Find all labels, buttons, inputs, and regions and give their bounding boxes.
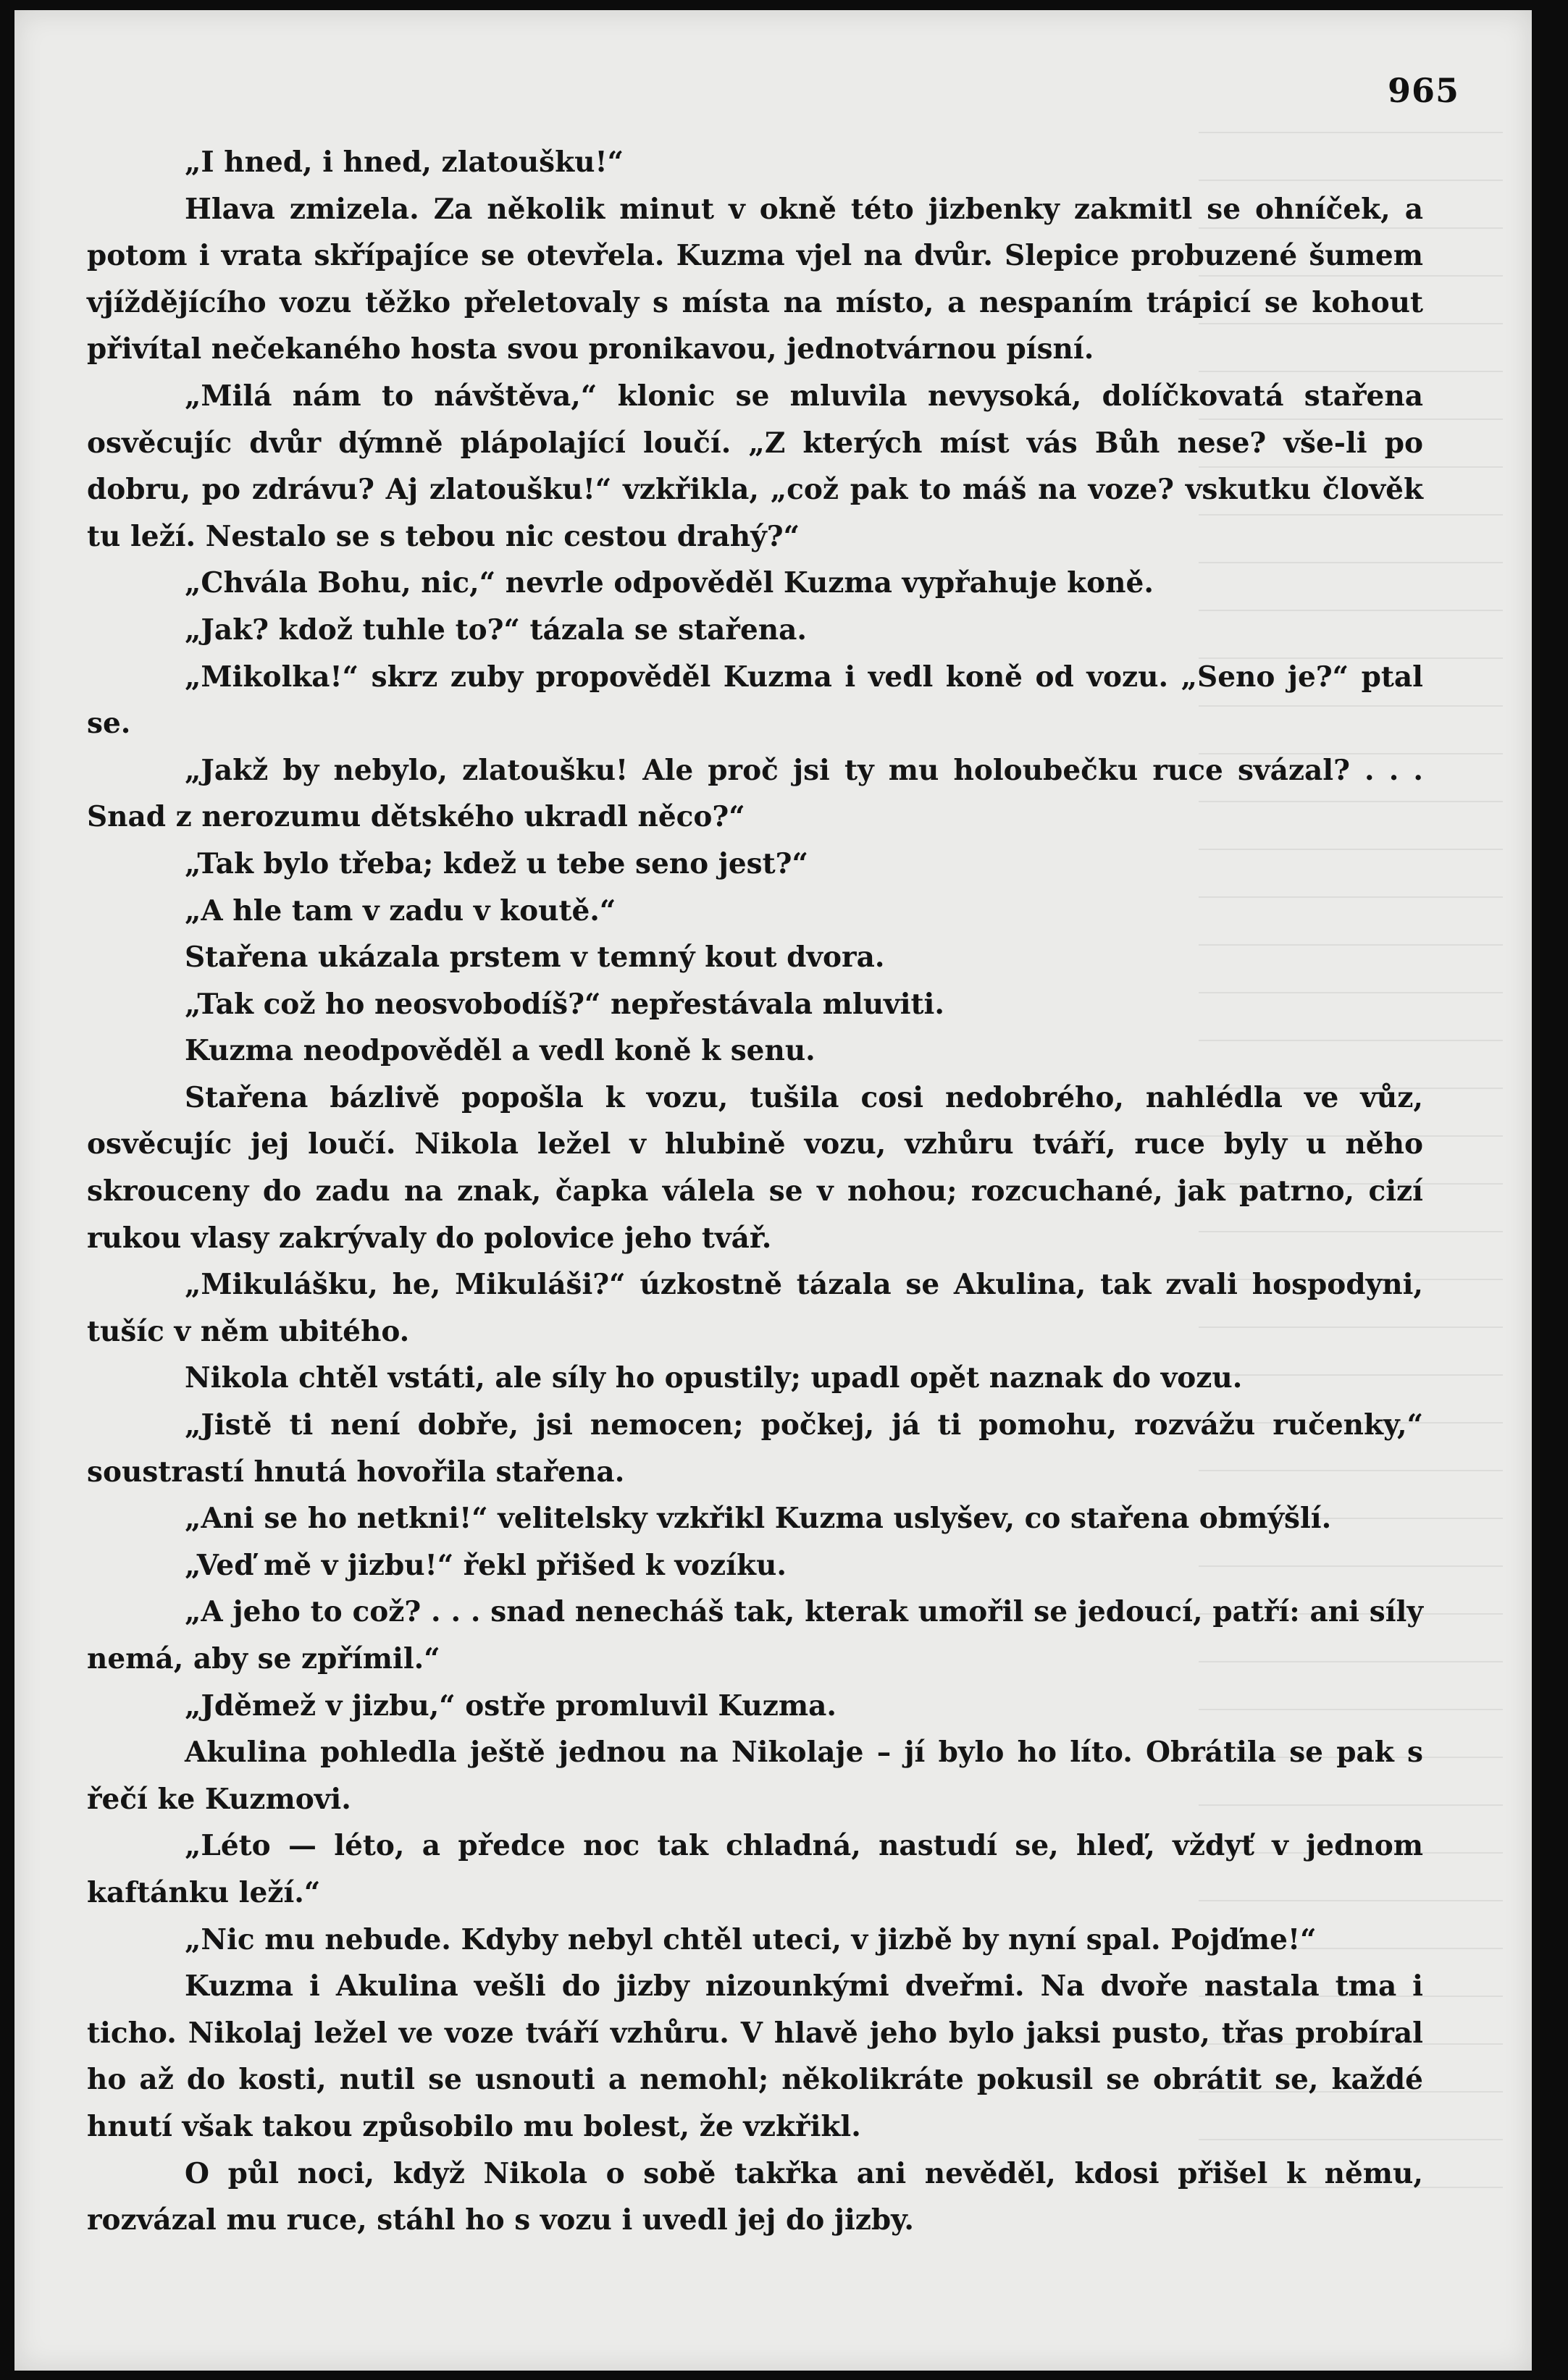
paragraph: „Veď mě v jizbu!“ řekl přišed k vozíku. xyxy=(185,1548,787,1582)
paragraph: „Milá nám to návštěva,“ klonic se mluvila nevysoká, dolíčkovatá stařena osvěcujíc dvůr dýmně plápolající loučí. „Z kterých míst vás Bůh nese? vše-li po dobru, po zdrávu? Aj zlatoušku!“ vzkřikla, „což pak to máš na voze? vskutku člověk tu leží. Nestalo se s tebou nic cestou drahý?“ xyxy=(87,379,1423,553)
paragraph: „Jděmež v jizbu,“ ostře promluvil Kuzma. xyxy=(185,1689,837,1723)
paragraph: „Jak? kdož tuhle to?“ tázala se stařena. xyxy=(185,613,807,647)
paragraph: „Nic mu nebude. Kdyby nebyl chtěl uteci, v jizbě by nyní spal. Pojďme!“ xyxy=(185,1922,1317,1956)
page-number: 965 xyxy=(1387,71,1459,110)
paragraph: Kuzma neodpověděl a vedl koně k senu. xyxy=(185,1034,816,1068)
paragraph: Nikola chtěl vstáti, ale síly ho opustily; upadl opět naznak do vozu. xyxy=(185,1361,1243,1395)
paragraph: Hlava zmizela. Za několik minut v okně této jizbenky zakmitl se ohníček, a potom i vrata skřípajíce se otevřela. Kuzma vjel na dvůr. Slepice probuzené šumem vjíždějícího vozu těžko přeletovaly s místa na místo, a nespaním trápicí se kohout přivítal nečekaného hosta svou pronikavou, jednotvárnou písní. xyxy=(87,192,1423,366)
paragraph: „Mikolka!“ skrz zuby propověděl Kuzma i vedl koně od vozu. „Seno je?“ ptal se. xyxy=(87,660,1423,741)
paragraph: Stařena bázlivě popošla k vozu, tušila cosi nedobrého, nahlédla ve vůz, osvěcujíc jej loučí. Nikola ležel v hlubině vozu, vzhůru tváří, ruce byly u něho skrouceny do zadu na znak, čapka válela se v nohou; rozcuchané, jak patrno, cizí rukou vlasy zakrývaly do polovice jeho tvář. xyxy=(87,1080,1423,1255)
paragraph: Kuzma i Akulina vešli do jizby nizounkými dveřmi. Na dvoře nastala tma i ticho. Nikolaj ležel ve voze tváří vzhůru. V hlavě jeho bylo jaksi pusto, třas probíral ho až do kosti, nutil se usnouti a nemohl; několikráte pokusil se obrátit se, každé hnutí však takou způsobilo mu bolest, že vzkřikl. xyxy=(87,1969,1423,2143)
paragraph: Stařena ukázala prstem v temný kout dvora. xyxy=(185,941,885,975)
paragraph: „Jistě ti není dobře, jsi nemocen; počkej, já ti pomohu, rozvážu ručenky,“ soustrastí hnutá hovořila stařena. xyxy=(87,1408,1423,1489)
paragraph: „Chvála Bohu, nic,“ nevrle odpověděl Kuzma vypřahuje koně. xyxy=(185,566,1154,600)
paragraph: „Léto — léto, a předce noc tak chladná, nastudí se, hleď, vždyť v jednom kaftánku leží.“ xyxy=(87,1829,1423,1909)
body-text xyxy=(87,139,1423,2244)
book-page xyxy=(14,10,1532,2371)
paragraph: „A hle tam v zadu v koutě.“ xyxy=(185,893,616,928)
paragraph: „Tak bylo třeba; kdež u tebe seno jest?“ xyxy=(185,846,808,880)
paragraph: Akulina pohledla ještě jednou na Nikolaje – jí bylo ho líto. Obrátila se pak s řečí ke Kuzmovi. xyxy=(87,1736,1423,1816)
paragraph: „Ani se ho netkni!“ velitelsky vzkřikl Kuzma uslyšev, co stařena obmýšlí. xyxy=(185,1502,1332,1536)
paragraph: „A jeho to což? . . . snad nenecháš tak, kterak umořil se jedoucí, patří: ani síly nemá, aby se zpřímil.“ xyxy=(87,1595,1423,1675)
paragraph: O půl noci, když Nikola o sobě takřka ani nevěděl, kdosi přišel k němu, rozvázal mu ruce, stáhl ho s vozu i uvedl jej do jizby. xyxy=(87,2156,1423,2237)
paragraph: „Jakž by nebylo, zlatoušku! Ale proč jsi ty mu holoubečku ruce svázal? . . . Snad z nerozumu dětského ukradl něco?“ xyxy=(87,753,1423,834)
paragraph: „Mikulášku, he, Mikuláši?“ úzkostně tázala se Akulina, tak zvali hospodyni, tušíc v něm ubitého. xyxy=(87,1268,1423,1348)
paragraph: „Tak což ho neosvobodíš?“ nepřestávala mluviti. xyxy=(185,987,944,1021)
paragraph: „I hned, i hned, zlatoušku!“ xyxy=(185,146,624,179)
